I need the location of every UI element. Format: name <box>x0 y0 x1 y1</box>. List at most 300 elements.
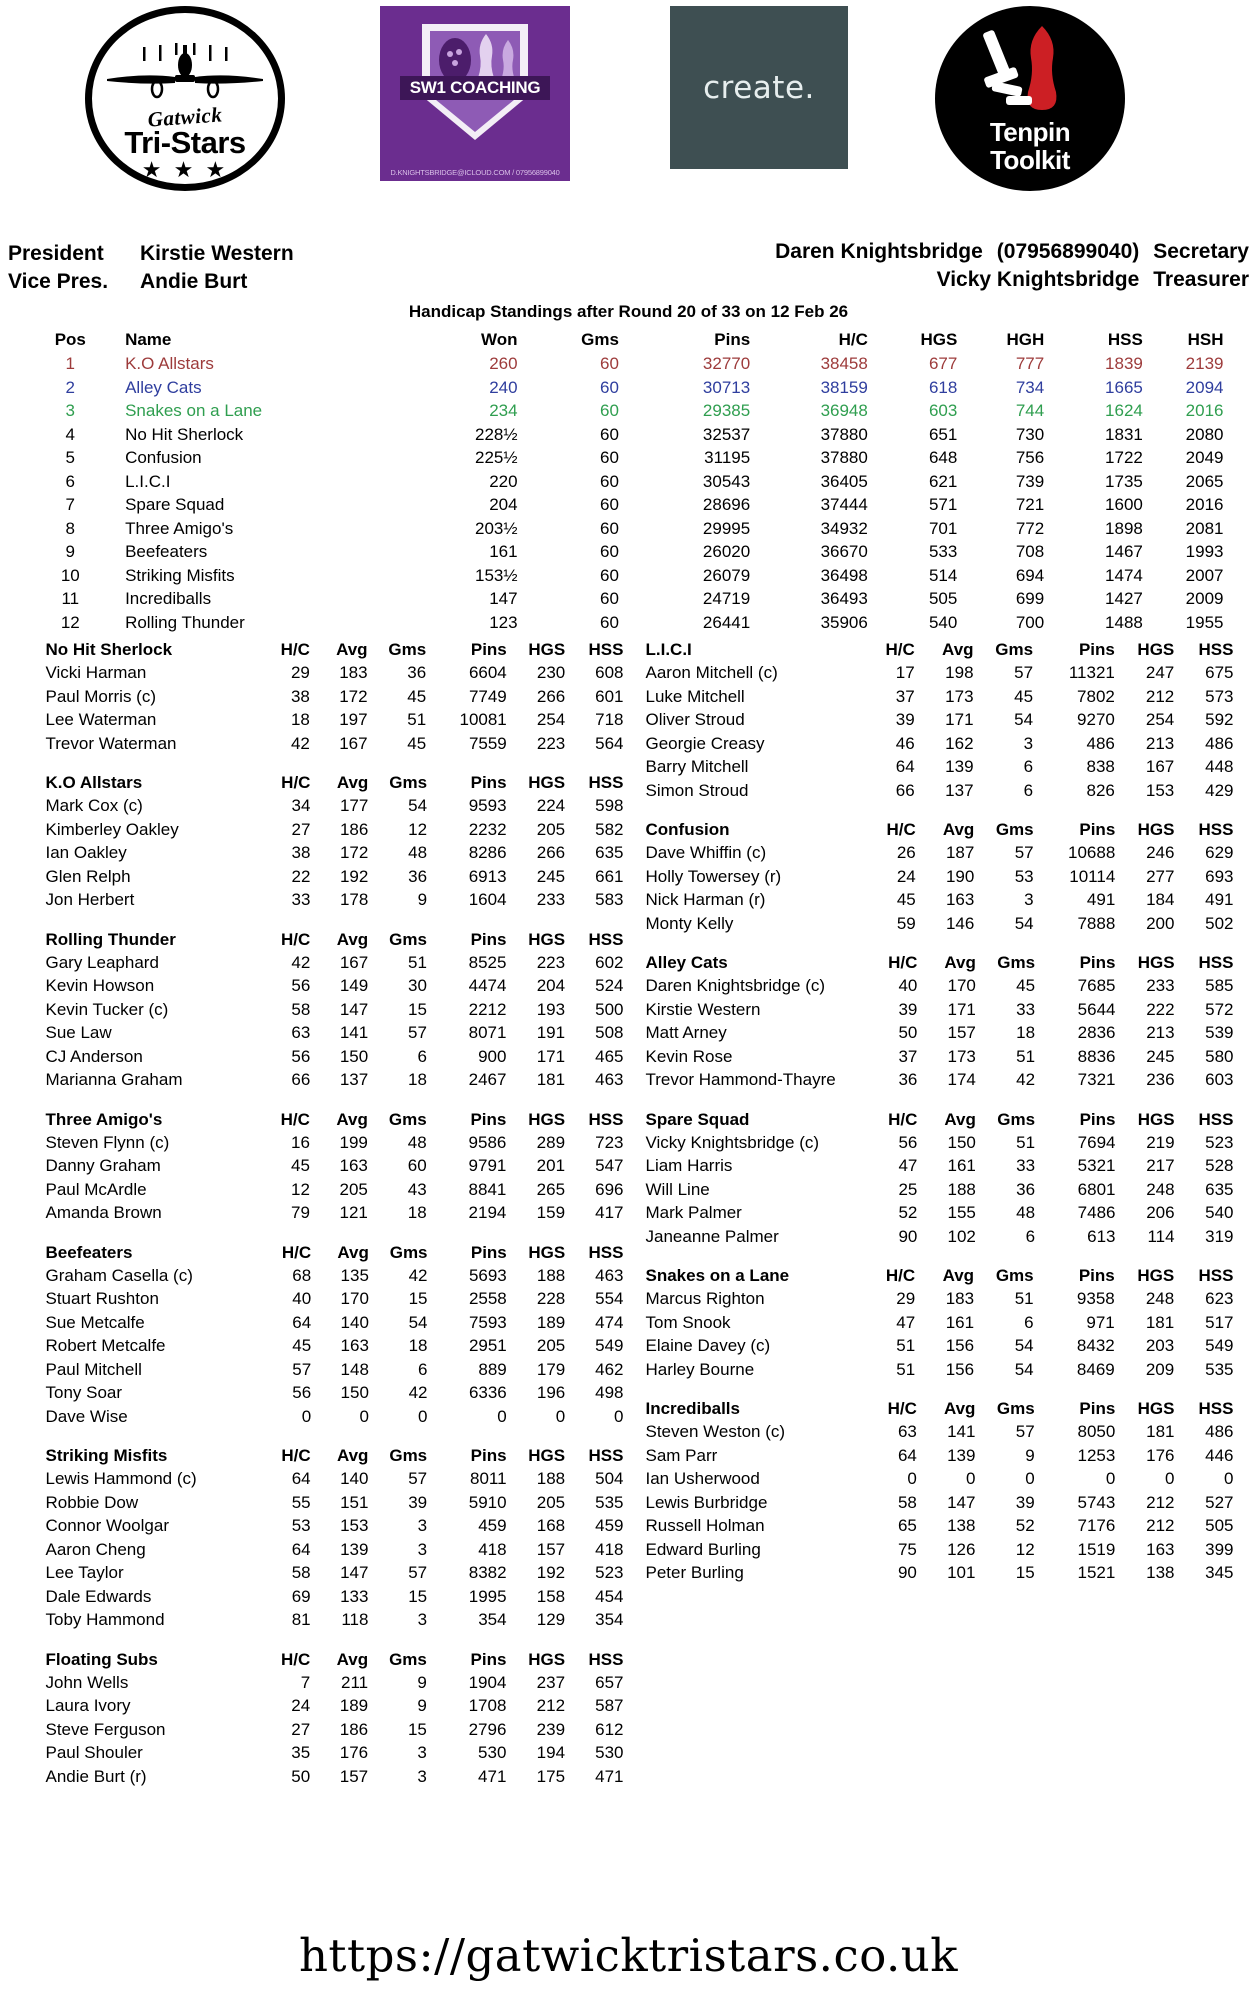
player-name: John Wells <box>45 1672 129 1692</box>
player-hss: 505 <box>1205 1516 1234 1535</box>
player-name: CJ Anderson <box>45 1046 143 1066</box>
team-name: No Hit Sherlock <box>125 424 244 444</box>
team-roster-table <box>24 773 624 912</box>
player-handicap: 27 <box>291 819 311 839</box>
logo-tenpin-line2: Toolkit <box>990 145 1070 175</box>
player-hss: 417 <box>595 1203 624 1222</box>
player-average: 156 <box>945 1336 975 1355</box>
logo-main-word: Tri-Stars <box>124 125 246 160</box>
player-row <box>624 1131 1234 1155</box>
col-header-hc: H/C <box>280 1649 311 1669</box>
standings-row <box>34 611 1224 635</box>
team-block <box>24 930 624 1092</box>
player-average: 156 <box>945 1359 975 1379</box>
player-hss: 486 <box>1205 1422 1234 1441</box>
player-hgs: 222 <box>1146 999 1175 1019</box>
logo-stars: ★ ★ ★ <box>141 157 229 182</box>
player-row <box>24 818 624 842</box>
team-hss: 1898 <box>1105 518 1143 538</box>
player-hgs: 212 <box>1146 1492 1175 1512</box>
player-hgs: 188 <box>536 1265 566 1285</box>
standings-row <box>34 587 1224 611</box>
player-games: 57 <box>1014 663 1034 682</box>
player-average: 173 <box>945 686 974 706</box>
player-name: Andie Burt (r) <box>45 1766 147 1786</box>
col-header-gms: Gms <box>995 820 1034 839</box>
player-games: 54 <box>408 1312 428 1332</box>
team-handicap: 37880 <box>820 424 868 444</box>
team-pins: 26441 <box>702 612 751 632</box>
player-average: 148 <box>340 1359 369 1379</box>
player-hss: 572 <box>1205 999 1234 1019</box>
player-handicap: 0 <box>301 1406 312 1426</box>
player-games: 33 <box>1016 999 1036 1019</box>
team-handicap: 36948 <box>820 401 868 420</box>
player-pins: 459 <box>478 1516 507 1535</box>
team-header-row <box>624 1110 1234 1131</box>
team-block <box>624 1110 1234 1249</box>
player-handicap: 37 <box>898 1046 918 1066</box>
player-pins: 1519 <box>1077 1539 1116 1559</box>
player-pins: 6604 <box>468 663 507 682</box>
player-row <box>624 732 1234 756</box>
player-handicap: 64 <box>291 1469 311 1488</box>
player-average: 157 <box>339 1766 369 1786</box>
player-games: 48 <box>408 843 428 862</box>
team-hsh: 1955 <box>1185 612 1224 632</box>
treasurer-label: Treasurer <box>1153 268 1249 291</box>
player-handicap: 46 <box>895 733 915 753</box>
player-pins: 471 <box>478 1766 507 1786</box>
player-handicap: 79 <box>290 1203 310 1222</box>
player-hss: 549 <box>595 1336 624 1355</box>
player-average: 137 <box>945 780 974 800</box>
player-name: Jon Herbert <box>45 890 135 909</box>
player-hss: 471 <box>595 1766 624 1786</box>
col-header-hss: HSS <box>1198 820 1234 839</box>
player-name: Will Line <box>645 1179 710 1199</box>
player-games: 18 <box>407 1203 427 1222</box>
team-position: 3 <box>65 401 76 420</box>
team-hgh: 699 <box>1015 589 1045 608</box>
team-won: 220 <box>489 471 518 491</box>
player-average: 174 <box>947 1070 976 1089</box>
player-hgs: 194 <box>536 1743 566 1762</box>
team-games: 60 <box>600 518 619 538</box>
standings-row <box>34 517 1224 541</box>
col-header-avg: Avg <box>942 1266 975 1285</box>
player-average: 170 <box>947 976 976 995</box>
player-games: 15 <box>408 1586 428 1606</box>
team-hsh: 2016 <box>1185 495 1224 514</box>
team-roster-table <box>24 930 624 1092</box>
player-name: Ian Usherwood <box>645 1469 760 1488</box>
team-title: Spare Squad <box>645 1109 750 1129</box>
player-row <box>624 685 1234 709</box>
team-position: 4 <box>65 424 76 444</box>
player-hss: 598 <box>595 796 624 815</box>
player-handicap: 16 <box>290 1132 310 1152</box>
player-handicap: 39 <box>898 999 918 1019</box>
player-hss: 429 <box>1205 780 1234 800</box>
player-handicap: 27 <box>291 1719 311 1739</box>
team-hss: 1474 <box>1105 565 1143 585</box>
player-handicap: 40 <box>292 1289 312 1308</box>
player-games: 3 <box>1023 733 1034 753</box>
player-hss: 661 <box>595 866 624 886</box>
player-handicap: 12 <box>290 1179 310 1199</box>
player-pins: 5910 <box>468 1492 507 1512</box>
player-pins: 1604 <box>468 890 507 909</box>
player-hgs: 203 <box>1145 1336 1175 1355</box>
player-hss: 635 <box>595 843 624 862</box>
player-average: 161 <box>947 1156 976 1175</box>
team-hgh: 721 <box>1015 495 1045 514</box>
player-row <box>24 1068 624 1092</box>
col-header-avg: Avg <box>942 640 974 659</box>
player-row <box>24 1334 624 1358</box>
player-pins: 838 <box>1086 757 1115 776</box>
player-row <box>24 1131 624 1155</box>
player-row <box>24 888 624 912</box>
team-won: 260 <box>489 354 518 373</box>
team-title: Alley Cats <box>645 953 728 972</box>
player-hss: 486 <box>1205 733 1234 753</box>
col-header-hss: HSS <box>588 1109 624 1129</box>
col-header-pins: Pins <box>470 1446 507 1465</box>
player-games: 30 <box>408 976 427 995</box>
player-row <box>24 1358 624 1382</box>
player-handicap: 58 <box>897 1492 917 1512</box>
player-name: Marcus Righton <box>645 1289 765 1308</box>
col-header-avg: Avg <box>336 773 369 792</box>
col-header-hc: H/C <box>888 953 918 972</box>
player-pins: 8286 <box>468 843 507 862</box>
player-pins: 491 <box>1086 890 1116 909</box>
player-games: 52 <box>1015 1516 1035 1535</box>
player-average: 183 <box>339 663 368 682</box>
col-header-gms: Gms <box>581 330 619 349</box>
team-header-row <box>24 773 624 794</box>
player-games: 51 <box>1016 1132 1036 1152</box>
player-games: 57 <box>408 1469 428 1488</box>
col-header-gms: Gms <box>388 640 427 659</box>
col-header-hc: H/C <box>885 640 915 659</box>
player-row <box>24 1311 624 1335</box>
team-position: 10 <box>60 565 80 585</box>
player-average: 102 <box>947 1226 976 1246</box>
player-average: 178 <box>339 890 369 909</box>
team-won: 228½ <box>475 424 518 444</box>
player-games: 9 <box>417 1696 427 1715</box>
team-header-row <box>24 1243 624 1264</box>
player-name: Sue Law <box>45 1023 112 1042</box>
player-hss: 500 <box>595 999 624 1019</box>
player-name: Danny Graham <box>45 1156 161 1175</box>
player-handicap: 90 <box>897 1563 917 1582</box>
col-header-hss: HSS <box>1198 953 1234 972</box>
player-pins: 7321 <box>1077 1070 1116 1089</box>
player-average: 141 <box>339 1023 369 1042</box>
team-rosters <box>24 640 1234 1806</box>
team-roster-table <box>24 1243 624 1429</box>
team-hgs: 533 <box>928 542 958 561</box>
player-row <box>24 1561 624 1585</box>
player-row <box>624 1420 1234 1444</box>
player-pins: 8836 <box>1077 1046 1116 1066</box>
player-handicap: 29 <box>896 1289 916 1308</box>
player-games: 18 <box>408 1336 428 1355</box>
player-games: 48 <box>1016 1203 1036 1222</box>
player-row <box>624 1021 1234 1045</box>
player-hgs: 245 <box>1146 1046 1175 1066</box>
player-average: 0 <box>359 1406 369 1426</box>
player-name: Toby Hammond <box>45 1610 165 1629</box>
player-hgs: 201 <box>536 1156 566 1175</box>
team-pins: 31195 <box>704 448 751 467</box>
player-name: Trevor Hammond-Thayre <box>645 1070 836 1089</box>
col-header-pins: Pins <box>714 330 751 349</box>
player-handicap: 18 <box>290 710 310 729</box>
col-header-hss: HSS <box>1198 1399 1234 1418</box>
player-row <box>24 1585 624 1609</box>
player-handicap: 45 <box>290 1156 310 1175</box>
team-block <box>24 773 624 912</box>
player-hgs: 181 <box>1145 1312 1175 1332</box>
team-hgh: 739 <box>1015 471 1045 491</box>
player-name: Janeanne Palmer <box>645 1226 779 1246</box>
player-pins: 971 <box>1086 1312 1115 1332</box>
player-handicap: 47 <box>896 1312 916 1332</box>
col-header-name: Name <box>125 330 172 349</box>
team-roster-table <box>624 953 1234 1092</box>
player-hss: 657 <box>595 1672 624 1692</box>
player-name: Graham Casella (c) <box>45 1265 193 1285</box>
player-handicap: 45 <box>896 890 916 909</box>
col-header-pins: Pins <box>1079 1399 1116 1418</box>
player-name: Simon Stroud <box>645 780 749 800</box>
player-handicap: 37 <box>895 686 915 706</box>
player-hss: 547 <box>595 1156 624 1175</box>
player-hgs: 246 <box>1146 843 1175 862</box>
player-row <box>624 1178 1234 1202</box>
team-block <box>624 1399 1234 1585</box>
player-hss: 573 <box>1205 686 1234 706</box>
player-games: 54 <box>1014 710 1034 729</box>
player-row <box>624 974 1234 998</box>
col-header-gms: Gms <box>389 1649 427 1669</box>
player-name: Holly Towersey (r) <box>645 866 782 886</box>
player-games: 39 <box>408 1492 428 1512</box>
player-games: 6 <box>1023 757 1034 776</box>
player-row <box>624 1045 1234 1069</box>
player-hss: 603 <box>1205 1070 1234 1089</box>
player-name: Sue Metcalfe <box>45 1312 145 1332</box>
player-name: Lee Taylor <box>45 1563 124 1582</box>
player-pins: 2194 <box>468 1203 507 1222</box>
player-hgs: 175 <box>536 1766 566 1786</box>
col-header-gms: Gms <box>388 1109 427 1129</box>
player-handicap: 0 <box>907 1469 917 1488</box>
col-header-pins: Pins <box>1079 820 1116 839</box>
player-name: Lewis Hammond (c) <box>45 1469 197 1488</box>
player-games: 6 <box>1025 1226 1036 1246</box>
logo-sw1-contact: D.KNIGHTSBRIDGE@ICLOUD.COM / 07956899040 <box>390 168 560 177</box>
player-name: Harley Bourne <box>645 1359 755 1379</box>
team-pins: 26020 <box>702 542 751 561</box>
player-average: 189 <box>339 1696 369 1715</box>
team-title: No Hit Sherlock <box>45 640 173 659</box>
player-name: Mark Cox (c) <box>45 796 143 815</box>
player-handicap: 33 <box>291 890 311 909</box>
team-block <box>24 1650 624 1789</box>
player-handicap: 22 <box>291 866 311 886</box>
player-hgs: 277 <box>1146 866 1175 886</box>
player-row <box>624 1287 1234 1311</box>
player-pins: 6336 <box>468 1383 507 1402</box>
player-games: 9 <box>417 890 428 909</box>
player-games: 3 <box>417 1610 428 1629</box>
player-hss: 528 <box>1205 1156 1234 1175</box>
player-hss: 602 <box>595 952 624 972</box>
player-hgs: 230 <box>536 663 566 682</box>
team-handicap: 36670 <box>820 542 868 561</box>
team-hgh: 756 <box>1015 448 1045 467</box>
player-handicap: 24 <box>291 1696 311 1715</box>
player-hss: 474 <box>595 1312 624 1332</box>
team-roster-table <box>624 820 1234 935</box>
col-header-hgs: HGS <box>528 929 566 949</box>
player-games: 12 <box>1015 1539 1035 1559</box>
player-handicap: 64 <box>895 757 915 776</box>
player-games: 18 <box>408 1070 427 1089</box>
col-header-gms: Gms <box>389 1446 428 1465</box>
team-hsh: 2009 <box>1185 589 1224 608</box>
team-won: 203½ <box>475 518 518 538</box>
player-pins: 7802 <box>1077 686 1115 706</box>
player-hgs: 213 <box>1146 1023 1175 1042</box>
player-row <box>24 708 624 732</box>
col-header-won: Won <box>481 330 518 349</box>
player-pins: 1521 <box>1077 1563 1116 1582</box>
player-hss: 580 <box>1205 1046 1234 1066</box>
team-won: 225½ <box>475 448 518 467</box>
player-name: Matt Arney <box>645 1023 727 1042</box>
col-header-hgs: HGS <box>920 330 958 349</box>
col-header-hss: HSS <box>1198 640 1234 659</box>
player-average: 172 <box>339 843 369 862</box>
player-row <box>24 1154 624 1178</box>
player-hss: 612 <box>595 1719 624 1739</box>
col-header-hc: H/C <box>280 1109 310 1129</box>
player-handicap: 90 <box>898 1226 918 1246</box>
player-hgs: 176 <box>1146 1445 1175 1465</box>
player-handicap: 36 <box>898 1070 918 1089</box>
col-header-hgs: HGS <box>1137 1266 1175 1285</box>
player-pins: 8382 <box>468 1563 507 1582</box>
team-won: 147 <box>489 589 518 608</box>
team-title: K.O Allstars <box>45 773 143 792</box>
player-name: Steven Flynn (c) <box>45 1132 170 1152</box>
team-position: 11 <box>61 589 80 608</box>
team-hss: 1624 <box>1105 401 1143 420</box>
player-name: Dave Whiffin (c) <box>645 843 767 862</box>
player-hgs: 248 <box>1146 1179 1175 1199</box>
team-hgh: 777 <box>1015 354 1045 373</box>
player-hss: 502 <box>1205 913 1234 933</box>
team-hgs: 505 <box>928 589 958 608</box>
player-pins: 4474 <box>468 976 507 995</box>
player-hgs: 245 <box>536 866 566 886</box>
player-hgs: 193 <box>536 999 566 1019</box>
player-pins: 9586 <box>468 1132 507 1152</box>
player-name: Marianna Graham <box>45 1070 183 1089</box>
player-games: 33 <box>1016 1156 1036 1175</box>
player-handicap: 59 <box>896 913 916 933</box>
player-hss: 530 <box>595 1743 624 1762</box>
player-hgs: 158 <box>536 1586 566 1606</box>
team-handicap: 36498 <box>820 565 868 585</box>
team-games: 60 <box>600 448 619 467</box>
player-handicap: 45 <box>292 1336 312 1355</box>
player-name: Mark Palmer <box>645 1203 742 1222</box>
player-pins: 613 <box>1087 1226 1116 1246</box>
player-name: Vicki Harman <box>45 663 147 682</box>
team-hgh: 734 <box>1015 377 1045 397</box>
team-block <box>24 640 624 755</box>
player-handicap: 42 <box>290 733 310 753</box>
roster-column-right <box>624 640 1234 1603</box>
team-hgs: 618 <box>928 377 958 397</box>
player-pins: 530 <box>478 1743 507 1762</box>
player-hgs: 159 <box>536 1203 566 1222</box>
player-pins: 1904 <box>468 1672 507 1692</box>
player-average: 167 <box>339 952 369 972</box>
player-name: Barry Mitchell <box>645 757 749 776</box>
player-row <box>24 1467 624 1491</box>
player-handicap: 26 <box>896 843 916 862</box>
player-hgs: 196 <box>536 1383 566 1402</box>
player-row <box>624 1358 1234 1382</box>
player-name: Oliver Stroud <box>645 710 745 729</box>
player-hgs: 205 <box>536 819 566 839</box>
player-row <box>624 888 1234 912</box>
team-position: 9 <box>65 542 76 561</box>
player-average: 150 <box>339 1046 369 1066</box>
team-pins: 26079 <box>702 565 751 585</box>
team-header-row <box>624 640 1234 661</box>
team-hgh: 700 <box>1015 612 1045 632</box>
col-header-avg: Avg <box>336 1109 368 1129</box>
player-hgs: 129 <box>536 1610 566 1629</box>
player-row <box>24 1178 624 1202</box>
team-hss: 1665 <box>1105 377 1143 397</box>
player-row <box>24 1694 624 1718</box>
team-hss: 1735 <box>1105 471 1143 491</box>
col-header-pins: Pins <box>1079 953 1116 972</box>
team-games: 60 <box>600 354 619 373</box>
player-row <box>624 865 1234 889</box>
player-hgs: 167 <box>1145 757 1175 776</box>
team-hgh: 694 <box>1015 565 1045 585</box>
player-row <box>24 1021 624 1045</box>
col-header-gms: Gms <box>389 773 428 792</box>
team-hsh: 2049 <box>1185 448 1224 467</box>
player-name: Steven Weston (c) <box>645 1422 786 1441</box>
player-handicap: 56 <box>292 1383 312 1402</box>
team-pins: 30713 <box>702 377 751 397</box>
team-name: Confusion <box>125 448 202 467</box>
